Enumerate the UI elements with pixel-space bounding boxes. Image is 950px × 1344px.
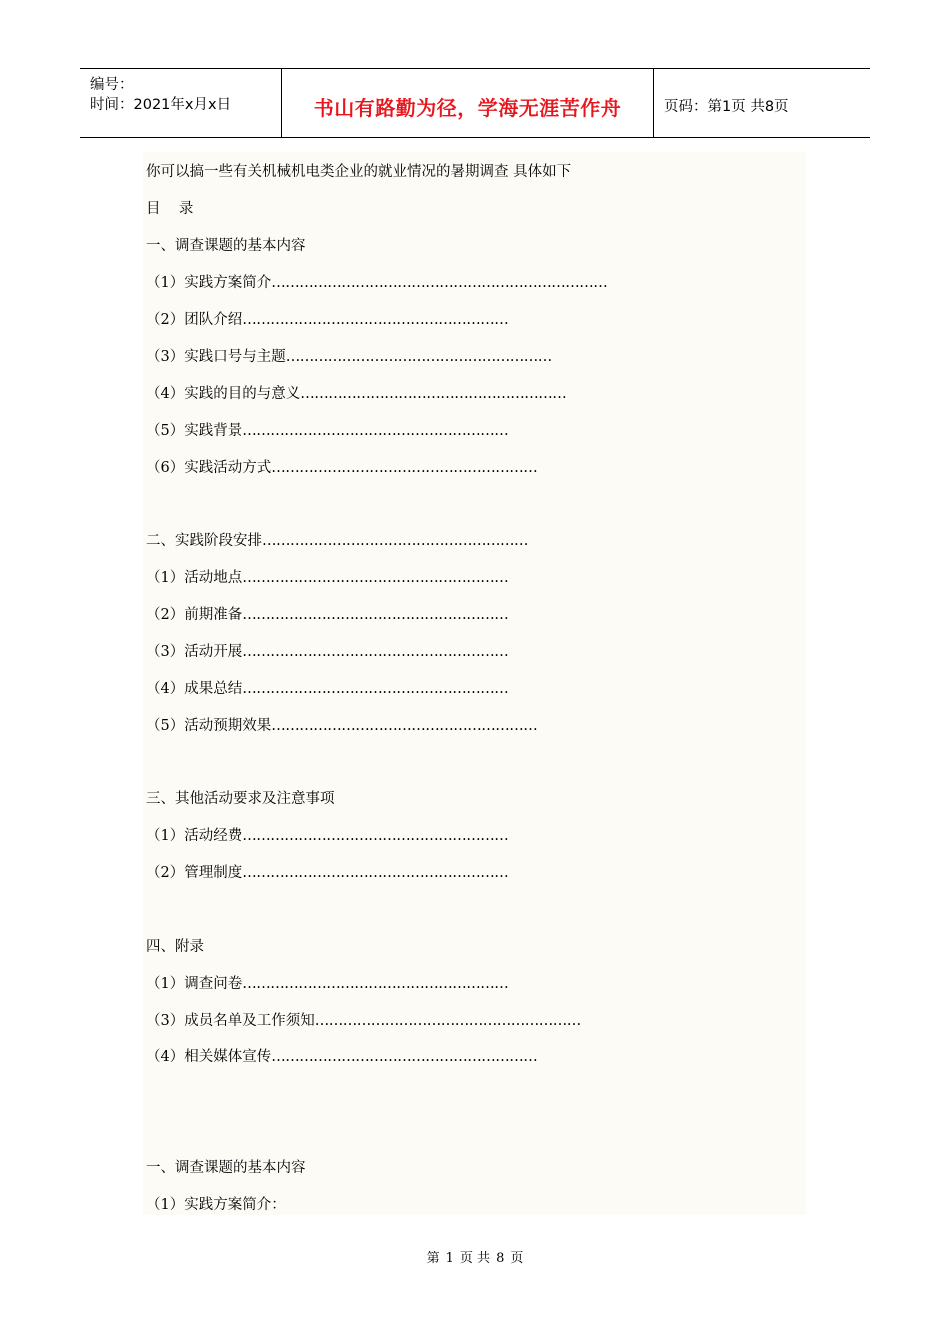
header-page-label: 页码：第1页 共8页 xyxy=(664,98,789,115)
page-header xyxy=(80,68,870,138)
motto-text: 书山有路勤为径，学海无涯苦作舟 xyxy=(313,95,622,120)
footer-prefix: 第 xyxy=(426,1251,440,1266)
toc-item: 二、实践阶段安排………………………………………………… xyxy=(146,533,528,549)
toc-item: （4）成果总结………………………………………………… xyxy=(146,681,509,697)
doc-number-label: 编号： xyxy=(90,77,134,93)
toc-item: （3）成员名单及工作须知………………………………………………… xyxy=(146,1013,581,1029)
toc-item: （2）前期准备………………………………………………… xyxy=(146,607,509,623)
footer-total-pages: 8 xyxy=(496,1251,505,1266)
toc-item: （1）活动经费………………………………………………… xyxy=(146,828,509,844)
body-section-title: 一、调查课题的基本内容 xyxy=(146,1160,306,1176)
header-page-cell xyxy=(654,69,870,137)
toc-item: （1）实践方案简介……………………………………………………………… xyxy=(146,275,608,291)
toc-item: （4）相关媒体宣传………………………………………………… xyxy=(146,1049,538,1065)
footer-mid: 页 共 xyxy=(459,1251,491,1266)
toc-item: （3）活动开展………………………………………………… xyxy=(146,644,509,660)
header-motto-cell xyxy=(282,69,654,137)
toc-item: （5）活动预期效果………………………………………………… xyxy=(146,718,538,734)
toc-title: 目 录 xyxy=(146,201,194,217)
toc-item: （4）实践的目的与意义………………………………………………… xyxy=(146,386,567,402)
toc-item: （6）实践活动方式………………………………………………… xyxy=(146,460,538,476)
toc-section-4-title: 四、附录 xyxy=(146,939,204,955)
doc-time-label: 时间：2021年x月x日 xyxy=(90,97,232,113)
toc-section-3-title: 三、其他活动要求及注意事项 xyxy=(146,791,335,807)
toc-item: （2）团队介绍………………………………………………… xyxy=(146,312,509,328)
header-meta-cell xyxy=(80,69,282,137)
toc-item: （2）管理制度………………………………………………… xyxy=(146,865,509,881)
page-footer xyxy=(0,1247,950,1266)
body-item: （1）实践方案简介： xyxy=(146,1197,286,1213)
intro-text: 你可以搞一些有关机械机电类企业的就业情况的暑期调查 具体如下 xyxy=(146,164,572,180)
footer-suffix: 页 xyxy=(510,1251,524,1266)
toc-item: （3）实践口号与主题………………………………………………… xyxy=(146,349,552,365)
toc-item: （5）实践背景………………………………………………… xyxy=(146,423,509,439)
footer-page-number: 1 xyxy=(445,1251,454,1266)
toc-section-1-title: 一、调查课题的基本内容 xyxy=(146,238,306,254)
toc-item: （1）活动地点………………………………………………… xyxy=(146,570,509,586)
toc-item: （1）调查问卷………………………………………………… xyxy=(146,976,509,992)
